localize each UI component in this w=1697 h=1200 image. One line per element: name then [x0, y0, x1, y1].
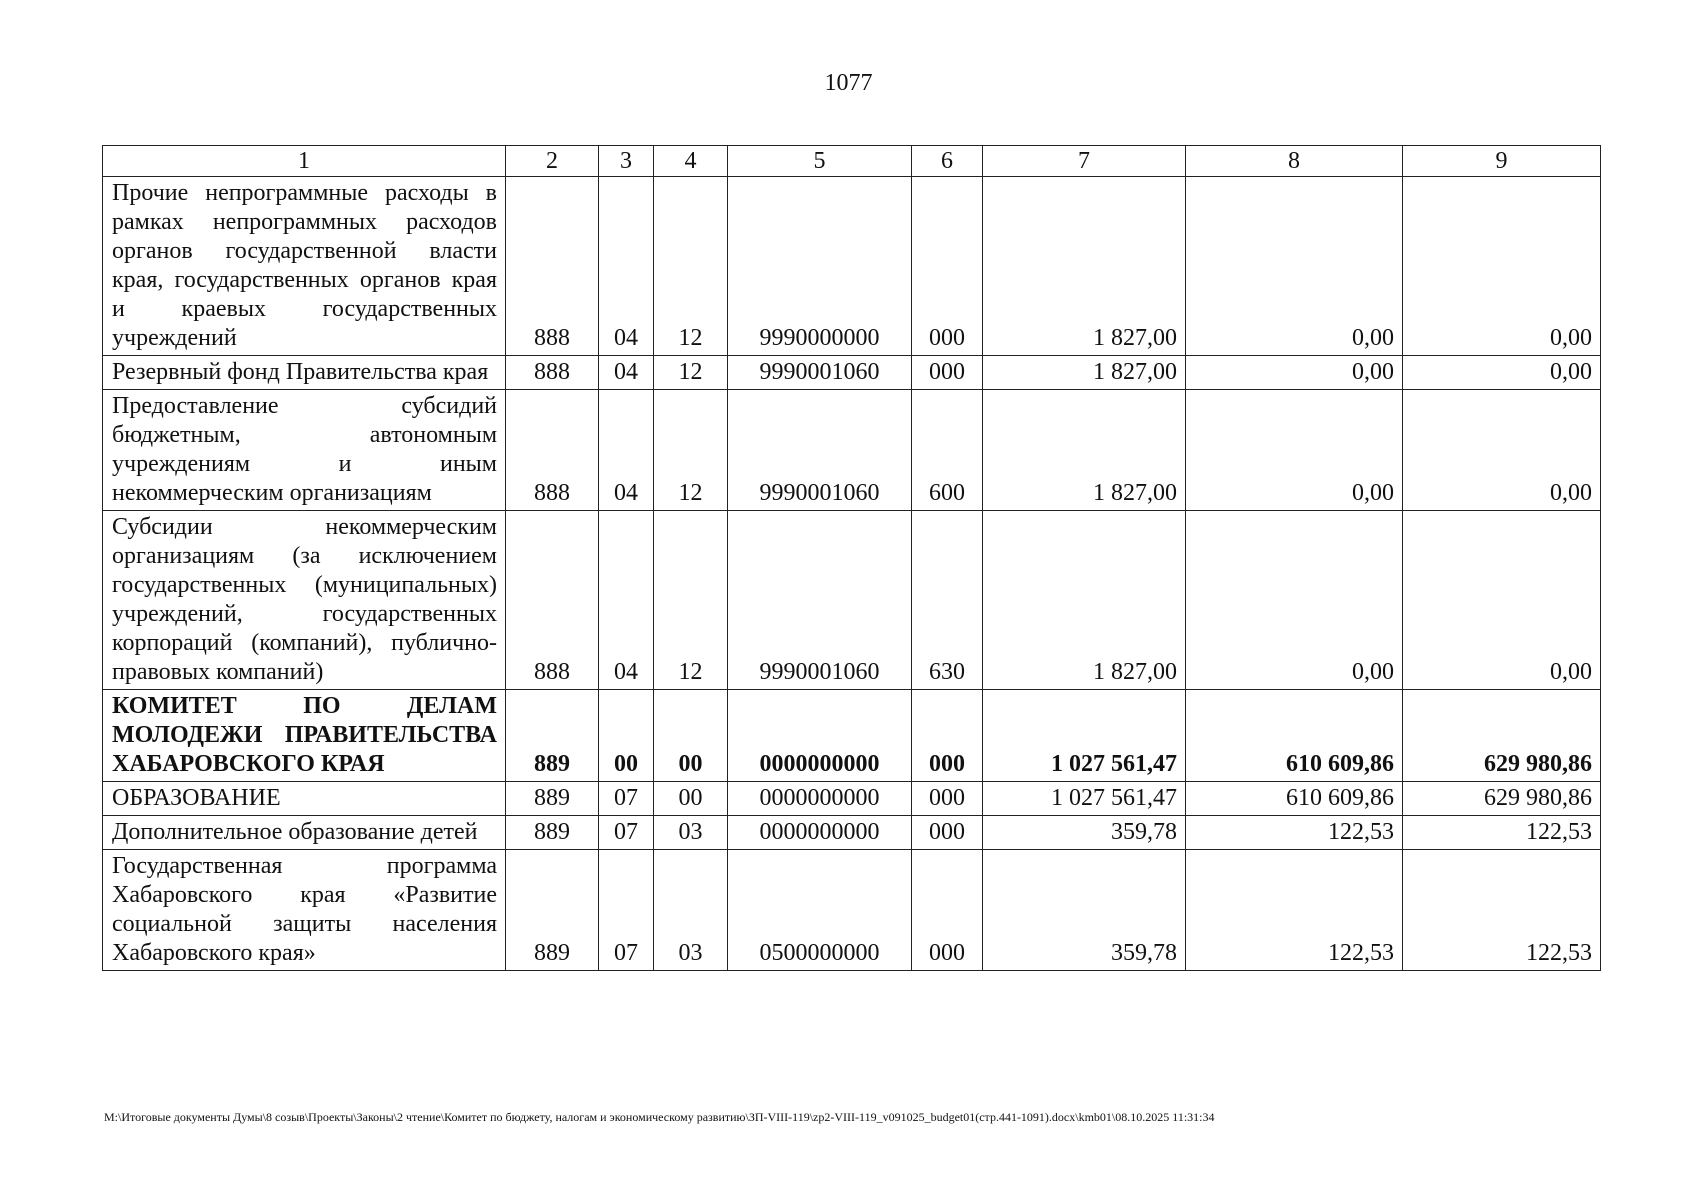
row-cell: 000 — [912, 690, 983, 782]
row-amount-cell: 1 827,00 — [983, 177, 1186, 356]
row-cell: 0500000000 — [728, 850, 912, 971]
row-amount-cell: 122,53 — [1403, 816, 1601, 850]
row-name-cell: Дополнительное образование детей — [103, 816, 506, 850]
row-name-cell: КОМИТЕТ ПО ДЕЛАМ МОЛОДЕЖИ ПРАВИТЕЛЬСТВА ХАБАРОВСКОГО КРАЯ — [103, 690, 506, 782]
column-header: 9 — [1403, 146, 1601, 177]
row-cell: 04 — [599, 390, 654, 511]
row-name-cell: Государственная программа Хабаровского края «Развитие социальной защиты населения Хабаровского края» — [103, 850, 506, 971]
row-amount-cell: 0,00 — [1186, 356, 1403, 390]
row-cell: 12 — [654, 356, 728, 390]
row-cell: 000 — [912, 850, 983, 971]
row-amount-cell: 359,78 — [983, 850, 1186, 971]
row-cell: 0000000000 — [728, 690, 912, 782]
row-name-cell: ОБРАЗОВАНИЕ — [103, 782, 506, 816]
row-amount-cell: 1 827,00 — [983, 356, 1186, 390]
row-cell: 00 — [654, 690, 728, 782]
row-cell: 9990001060 — [728, 356, 912, 390]
row-amount-cell: 359,78 — [983, 816, 1186, 850]
row-amount-cell: 629 980,86 — [1403, 690, 1601, 782]
row-cell: 9990001060 — [728, 390, 912, 511]
row-cell: 889 — [506, 816, 599, 850]
column-header: 6 — [912, 146, 983, 177]
table-row — [103, 782, 1601, 816]
row-cell: 00 — [654, 782, 728, 816]
row-cell: 0000000000 — [728, 816, 912, 850]
row-amount-cell: 0,00 — [1403, 356, 1601, 390]
row-cell: 04 — [599, 511, 654, 690]
column-header: 7 — [983, 146, 1186, 177]
row-cell: 04 — [599, 177, 654, 356]
row-amount-cell: 0,00 — [1186, 177, 1403, 356]
row-amount-cell: 122,53 — [1186, 850, 1403, 971]
row-cell: 889 — [506, 850, 599, 971]
row-cell: 07 — [599, 816, 654, 850]
row-amount-cell: 610 609,86 — [1186, 782, 1403, 816]
column-header: 1 — [103, 146, 506, 177]
row-name-cell: Субсидии некоммерческим организациям (за исключением государственных (муниципальных) учреждений, государственных корпораций (компаний), публично-правовых компаний) — [103, 511, 506, 690]
column-header: 2 — [506, 146, 599, 177]
row-cell: 889 — [506, 782, 599, 816]
row-cell: 00 — [599, 690, 654, 782]
table-header-row — [103, 146, 1601, 177]
row-cell: 000 — [912, 177, 983, 356]
page-number: 1077 — [824, 70, 873, 96]
table-row — [103, 177, 1601, 356]
row-amount-cell: 0,00 — [1186, 511, 1403, 690]
row-cell: 04 — [599, 356, 654, 390]
row-cell: 000 — [912, 356, 983, 390]
row-cell: 888 — [506, 177, 599, 356]
row-cell: 07 — [599, 782, 654, 816]
row-amount-cell: 1 827,00 — [983, 390, 1186, 511]
table-row — [103, 390, 1601, 511]
document-file-path: M:\Итоговые документы Думы\8 созыв\Проекты\Законы\2 чтение\Комитет по бюджету, налогам и экономическому развитию\ЗП-VIII-119\zp2-VIII-119_v091025_budget01(стр.441-1091).docx\kmb01\08.10.2025 11:31:34 — [104, 1110, 1215, 1124]
row-name-cell: Предоставление субсидий бюджетным, автономным учреждениям и иным некоммерческим организациям — [103, 390, 506, 511]
row-cell: 630 — [912, 511, 983, 690]
column-header: 3 — [599, 146, 654, 177]
table-row — [103, 356, 1601, 390]
row-cell: 07 — [599, 850, 654, 971]
row-cell: 9990000000 — [728, 177, 912, 356]
row-cell: 12 — [654, 177, 728, 356]
table-row-section-total — [103, 690, 1601, 782]
row-amount-cell: 0,00 — [1186, 390, 1403, 511]
row-amount-cell: 122,53 — [1186, 816, 1403, 850]
row-amount-cell: 1 027 561,47 — [983, 690, 1186, 782]
row-cell: 9990001060 — [728, 511, 912, 690]
row-cell: 888 — [506, 511, 599, 690]
row-cell: 0000000000 — [728, 782, 912, 816]
column-header: 8 — [1186, 146, 1403, 177]
row-cell: 888 — [506, 356, 599, 390]
row-amount-cell: 0,00 — [1403, 177, 1601, 356]
row-cell: 03 — [654, 850, 728, 971]
table-row — [103, 816, 1601, 850]
table-row — [103, 850, 1601, 971]
row-amount-cell: 122,53 — [1403, 850, 1601, 971]
row-cell: 000 — [912, 782, 983, 816]
row-cell: 12 — [654, 511, 728, 690]
column-header: 4 — [654, 146, 728, 177]
row-cell: 12 — [654, 390, 728, 511]
table-row — [103, 511, 1601, 690]
row-cell: 600 — [912, 390, 983, 511]
row-cell: 888 — [506, 390, 599, 511]
row-amount-cell: 629 980,86 — [1403, 782, 1601, 816]
row-amount-cell: 1 027 561,47 — [983, 782, 1186, 816]
row-amount-cell: 610 609,86 — [1186, 690, 1403, 782]
row-name-cell: Прочие непрограммные расходы в рамках непрограммных расходов органов государственной власти края, государственных органов края и краевых государственных учреждений — [103, 177, 506, 356]
row-amount-cell: 1 827,00 — [983, 511, 1186, 690]
row-cell: 889 — [506, 690, 599, 782]
row-cell: 000 — [912, 816, 983, 850]
row-cell: 03 — [654, 816, 728, 850]
budget-table — [102, 145, 1601, 971]
row-name-cell: Резервный фонд Правительства края — [103, 356, 506, 390]
row-amount-cell: 0,00 — [1403, 390, 1601, 511]
row-amount-cell: 0,00 — [1403, 511, 1601, 690]
column-header: 5 — [728, 146, 912, 177]
